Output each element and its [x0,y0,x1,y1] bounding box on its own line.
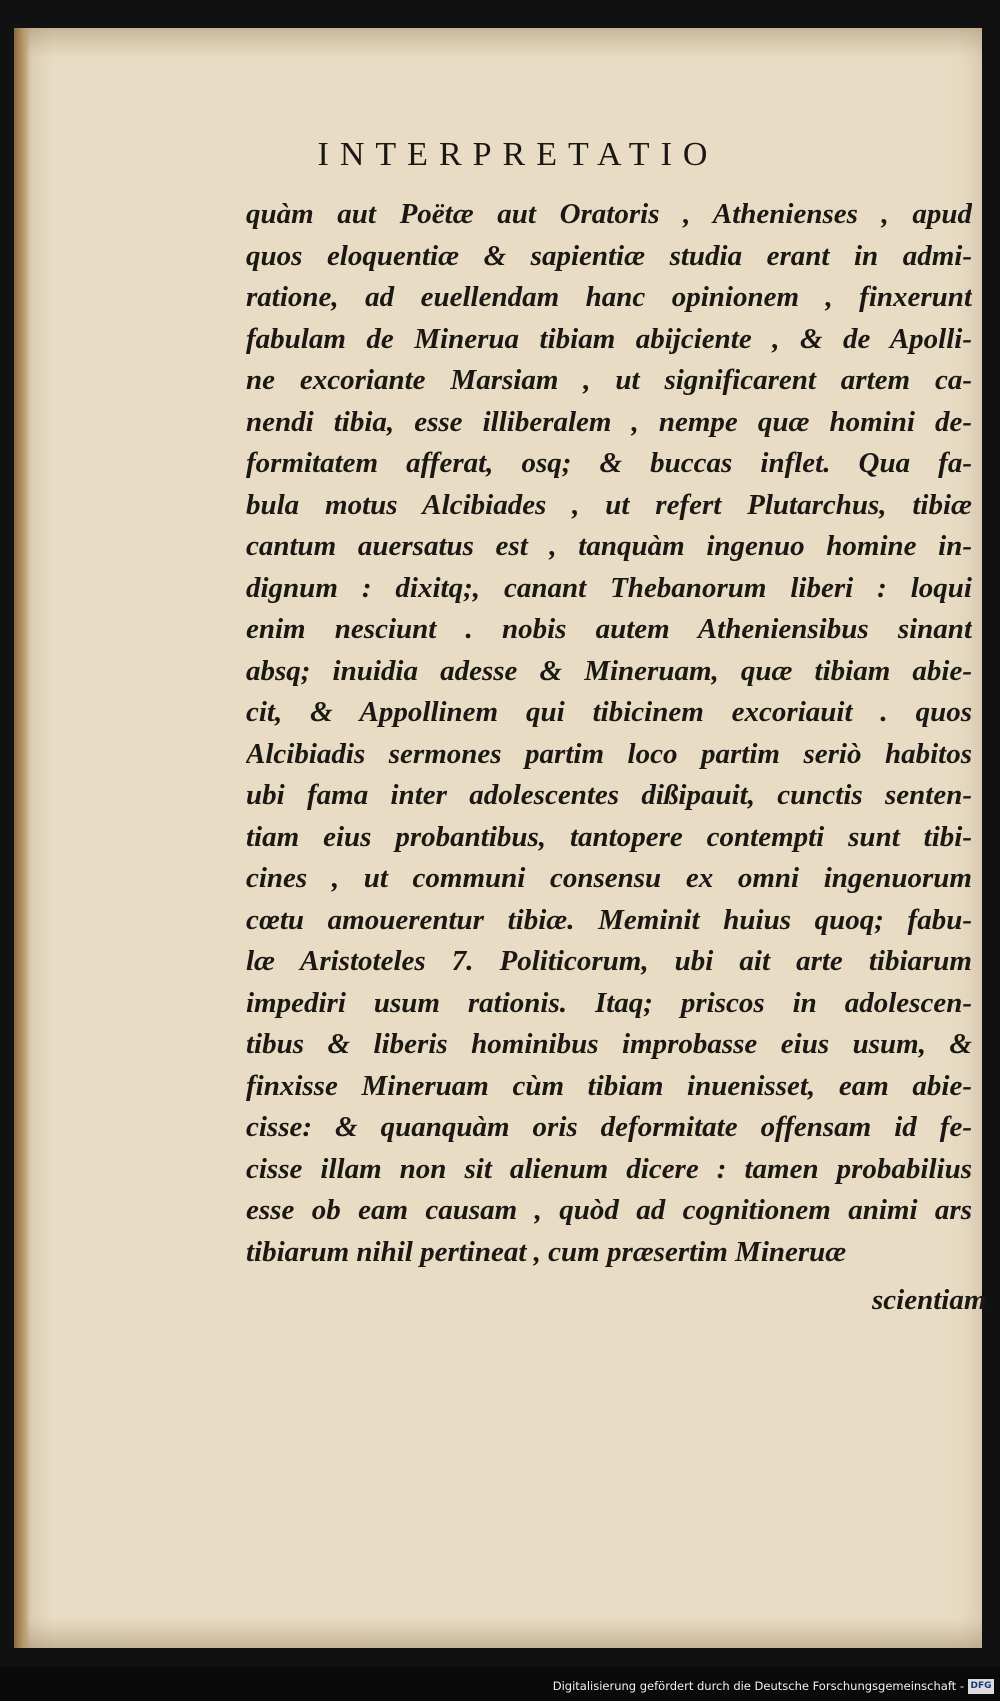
running-head: INTERPRETATIO [317,136,719,173]
text-line: ne excoriante Marsiam , ut significarent artem ca- [246,364,972,396]
dfg-logo-icon: DFG [968,1679,994,1694]
footer-bar [0,1667,1000,1701]
text-line: tiam eius probantibus, tantopere contempti sunt tibi- [246,820,972,853]
text-line: cines , ut communi consensu ex omni ingenuorum [246,862,972,894]
book-page [14,28,987,1648]
text-line: quos eloquentiæ & sapientiæ studia erant in admi- [246,239,972,272]
text-line: absq; inuidia adesse & Mineruam, quæ tibiam abie- [246,654,972,687]
text-line: finxisse Mineruam cùm tibiam inuenisset, eam abie- [246,1069,972,1102]
text-line: impediri usum rationis. Itaq; priscos in adolescen- [246,986,972,1019]
text-line: bula motus Alcibiades , ut refert Plutarchus, tibiæ [246,488,972,521]
text-line: quàm aut Poëtæ aut Oratoris , Athenienses , apud [246,198,972,230]
text-line: tibiarum nihil pertineat , cum præsertim Mineruæ [246,1235,847,1268]
text-line: cisse illam non sit alienum dicere : tamen probabilius [246,1152,972,1185]
text-line: tibus & liberis hominibus improbasse eius usum, & [246,1028,972,1060]
catchword: scientiam [872,1284,987,1316]
text-line: formitatem afferat, osq; & buccas inflet. Qua fa- [246,447,972,479]
text-line: læ Aristoteles 7. Politicorum, ubi ait arte tibiarum [246,945,972,977]
text-line: ratione, ad euellendam hanc opinionem , finxerunt [246,281,972,313]
text-line: esse ob eam causam , quòd ad cognitionem animi ars [246,1194,972,1226]
body-text [246,194,972,1273]
text-line: nendi tibia, esse illiberalem , nempe quæ homini de- [246,405,972,438]
text-line: cœtu amouerentur tibiæ. Meminit huius quoq; fabu- [246,903,972,936]
text-line: ubi fama inter adolescentes dißipauit, cunctis senten- [246,779,972,811]
digitization-credit: Digitalisierung gefördert durch die Deutsche Forschungsgemeinschaft - [552,1679,964,1693]
text-line: fabulam de Minerua tibiam abijciente , & de Apolli- [246,322,972,355]
text-line: cit, & Appollinem qui tibicinem excoriauit . quos [246,696,972,728]
text-line: cantum auersatus est , tanquàm ingenuo homine in- [246,530,972,562]
page-binding-edge [14,28,30,1648]
text-line: cisse: & quanquàm oris deformitate offensam id fe- [246,1111,972,1143]
text-line: Alcibiadis sermones partim loco partim seriò habitos [246,737,972,770]
text-line: dignum : dixitq;, canant Thebanorum liberi : loqui [246,571,972,604]
text-line: enim nesciunt . nobis autem Atheniensibus sinant [246,613,972,645]
